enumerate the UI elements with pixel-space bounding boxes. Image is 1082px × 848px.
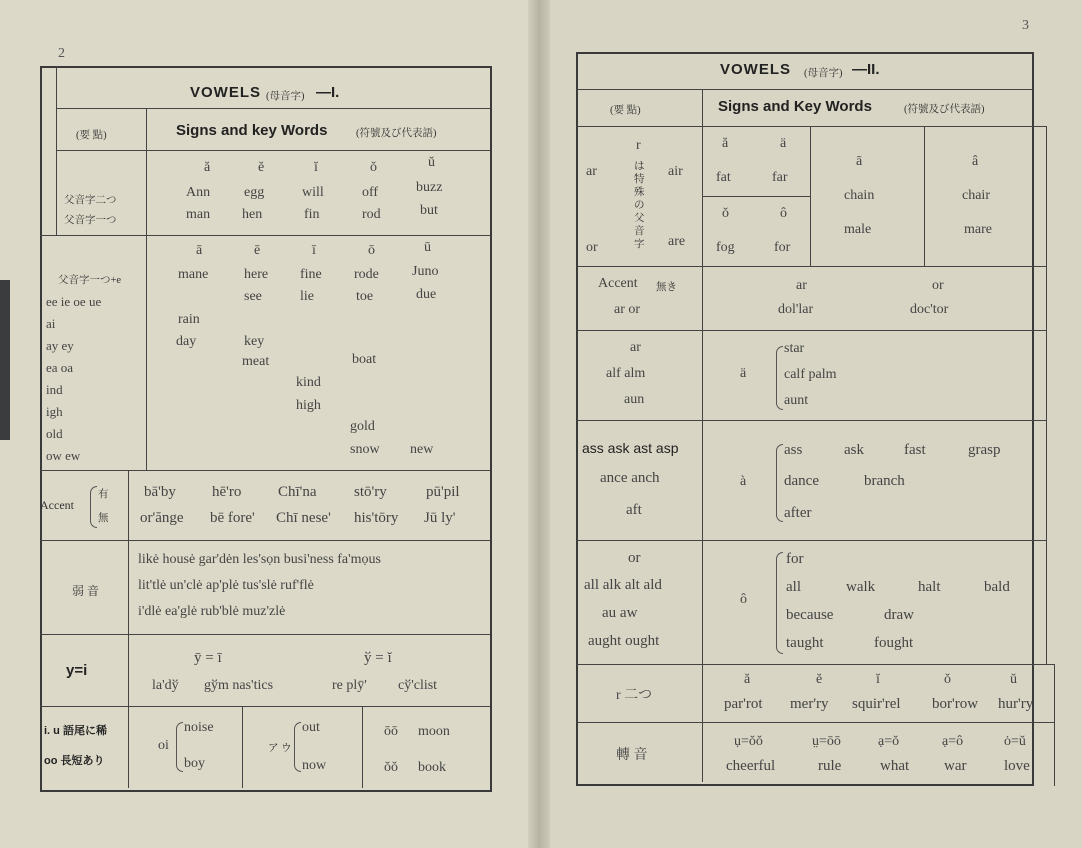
divider: [576, 330, 1046, 331]
accent-label: Accent: [40, 498, 74, 512]
divider: [576, 664, 1054, 665]
left-title-suffix: —I.: [316, 84, 340, 101]
r-word-chain: chain: [844, 188, 875, 203]
sign-short-o: ŏ: [370, 160, 377, 175]
oi-word-boy: boy: [184, 756, 205, 771]
r-accent-doctor: doc'tor: [910, 302, 949, 317]
weak-line-2: lit'tlė un'clė ap'plė tus'slė ruf'flė: [138, 578, 314, 593]
all-word: for: [786, 551, 804, 567]
conv-word: love: [1004, 758, 1030, 774]
accent-word: bē fore': [210, 510, 255, 526]
word-juno: Juno: [412, 264, 439, 279]
all-sign: ô: [740, 592, 747, 607]
r2-word: hur'ry: [998, 696, 1034, 712]
r2-sign: ă: [744, 672, 751, 687]
word-high: high: [296, 398, 321, 413]
r-word-mare: mare: [964, 222, 992, 237]
word-hen: hen: [242, 207, 263, 222]
word-rain: rain: [178, 312, 200, 327]
word-meat: meat: [242, 354, 270, 369]
divider: [576, 89, 1032, 90]
r-sign-a-circ: â: [972, 154, 979, 169]
r-word-far: far: [772, 170, 788, 185]
r2-label: r 二つ: [616, 688, 653, 703]
all-word: halt: [918, 579, 941, 595]
y-label: y=i: [66, 662, 88, 679]
word-day: day: [176, 334, 197, 349]
alf-sign: ä: [740, 366, 747, 381]
header-signs-note: (符號及び代表語): [356, 128, 437, 139]
sign-short-i: ĭ: [314, 160, 318, 175]
sign-long-a: ā: [196, 243, 203, 258]
last-label-2: oo 長短あり: [44, 755, 105, 767]
r-word-fog: fog: [716, 240, 735, 255]
y-word: la'dў: [152, 678, 179, 693]
all-word: bald: [984, 579, 1010, 595]
right-title-suffix: —II.: [852, 61, 880, 78]
alf-label-1: ar: [630, 340, 641, 355]
label-long-6: ind: [46, 382, 63, 397]
divider: [1046, 126, 1047, 664]
right-header-signs: Signs and Key Words: [718, 98, 872, 115]
accent-word: bā'by: [144, 484, 176, 500]
r-sign-o-circ: ô: [780, 206, 787, 221]
r-accent-note: 無き: [656, 282, 677, 293]
oi-word-noise: noise: [184, 720, 214, 735]
book-gutter: [528, 0, 550, 848]
r-sign-o-short: ŏ: [722, 206, 729, 221]
header-signs: Signs and key Words: [176, 122, 328, 139]
divider: [56, 150, 490, 151]
accent-word: Chī'na: [278, 484, 317, 500]
header-key-points: (要 點): [76, 130, 107, 141]
r-word-for: for: [774, 240, 791, 255]
word-due: due: [416, 287, 437, 302]
word-ann: Ann: [186, 185, 211, 200]
y-eq-2: ў = ĭ: [364, 650, 392, 666]
divider: [56, 66, 57, 236]
word-rode: rode: [354, 267, 379, 282]
r-accent-ar: ar: [796, 278, 807, 293]
word-fine: fine: [300, 267, 322, 282]
divider: [576, 722, 1054, 723]
all-word: fought: [874, 635, 914, 651]
brace: [90, 486, 97, 528]
word-lie: lie: [300, 289, 314, 304]
ass-word: grasp: [968, 442, 1001, 458]
word-man: man: [186, 207, 211, 222]
page-number-right: 3: [1022, 18, 1029, 33]
r-or: or: [586, 240, 598, 255]
label-one-consonant: 父音字一つ: [64, 215, 117, 226]
r2-sign: ŏ: [944, 672, 951, 687]
alf-word-calf-palm: calf palm: [784, 367, 837, 382]
all-word: all: [786, 579, 801, 595]
page-edge: [0, 280, 10, 440]
label-long-9: ow ew: [46, 448, 81, 463]
r-accent-sub: ar or: [614, 302, 641, 317]
word-buzz: buzz: [416, 180, 443, 195]
divider: [40, 470, 490, 471]
r2-word: par'rot: [724, 696, 763, 712]
word-egg: egg: [244, 185, 265, 200]
r-accent-label: Accent: [598, 276, 638, 291]
all-word: walk: [846, 579, 876, 595]
r-ar: ar: [586, 164, 597, 179]
accent-word: Chī nese': [276, 510, 331, 526]
alf-label-2: alf alm: [606, 366, 646, 381]
conv-sign: ụ=ŏŏ: [734, 734, 763, 749]
weak-line-1: likė housė gar'dėn les'sọn busi'ness fa'mọus: [138, 552, 381, 567]
divider: [56, 108, 490, 109]
alf-label-3: aun: [624, 392, 645, 407]
brace: [294, 722, 301, 772]
all-label-4: aught ought: [588, 633, 660, 649]
last-label-1: i. u 語尾に稀: [44, 725, 107, 737]
accent-word: pū'pil: [426, 484, 460, 500]
label-long-8: old: [46, 426, 63, 441]
conv-word: war: [944, 758, 967, 774]
divider: [702, 90, 703, 782]
label-long-4: ay ey: [46, 338, 74, 353]
divider: [1054, 664, 1055, 786]
right-title-note: (母音字): [804, 68, 843, 79]
r2-sign: ĕ: [816, 672, 823, 687]
ou-sign: ア ウ: [268, 743, 292, 754]
ass-label-1: ass ask ast asp: [582, 440, 679, 456]
word-off: off: [362, 185, 379, 200]
left-title: VOWELS: [190, 84, 262, 101]
word-here: here: [244, 267, 269, 282]
divider: [128, 470, 129, 788]
right-header-key-points: (要 點): [610, 105, 641, 116]
label-long-1: 父音字一つ+e: [58, 275, 122, 286]
y-word: cў'clist: [398, 678, 438, 693]
oo-short-sign: ŏŏ: [384, 760, 398, 775]
conv-sign: ạ=ŏ: [878, 734, 900, 749]
sign-short-e: ĕ: [258, 160, 265, 175]
r-letter: r: [636, 138, 641, 153]
all-label-2: all alk alt ald: [584, 577, 662, 593]
divider: [40, 540, 490, 541]
conv-sign: ṳ=ōō: [812, 734, 841, 749]
ass-sign: à: [740, 474, 747, 489]
divider: [702, 196, 810, 197]
brace: [776, 552, 783, 654]
word-but: but: [420, 203, 438, 218]
r-note: は特殊の父音字: [634, 161, 645, 250]
r-sign-a-short: ă: [722, 136, 729, 151]
oo-long-word: moon: [418, 724, 450, 739]
sign-long-e: ē: [254, 243, 261, 258]
brace: [776, 346, 783, 410]
r-air: air: [668, 164, 683, 179]
label-long-2: ee ie oe ue: [46, 294, 102, 309]
word-new: new: [410, 442, 434, 457]
label-long-5: ea oa: [46, 360, 74, 375]
accent-word: or'ănge: [140, 510, 184, 526]
ass-word: fast: [904, 442, 926, 458]
r-are: are: [668, 234, 686, 249]
divider: [146, 108, 147, 470]
label-long-7: igh: [46, 404, 63, 419]
word-kind: kind: [296, 375, 321, 390]
accent-word: his'tōry: [354, 510, 399, 526]
conv-word: rule: [818, 758, 842, 774]
word-see: see: [244, 289, 262, 304]
r-word-male: male: [844, 222, 872, 237]
ass-word: ass: [784, 442, 803, 458]
alf-word-star: star: [784, 341, 805, 356]
right-title: VOWELS: [720, 61, 792, 78]
ass-word: branch: [864, 473, 905, 489]
right-header-signs-note: (符號及び代表語): [904, 104, 985, 115]
word-gold: gold: [350, 419, 375, 434]
divider: [362, 706, 363, 788]
ou-word-now: now: [302, 758, 327, 773]
r-sign-a-long: ā: [856, 154, 863, 169]
conv-sign: ȯ=ŭ: [1004, 734, 1026, 749]
oo-long-sign: ōō: [384, 724, 398, 739]
word-key: key: [244, 334, 265, 349]
r2-word: bor'row: [932, 696, 979, 712]
conv-word: cheerful: [726, 758, 776, 774]
conv-label: 轉 音: [616, 748, 648, 763]
left-title-note: (母音字): [266, 91, 305, 102]
label-long-3: ai: [46, 316, 56, 331]
brace: [176, 722, 183, 772]
word-rod: rod: [362, 207, 381, 222]
word-fin: fin: [304, 207, 320, 222]
r2-word: squir'rel: [852, 696, 901, 712]
conv-word: what: [880, 758, 910, 774]
ass-word: ask: [844, 442, 864, 458]
word-toe: toe: [356, 289, 374, 304]
all-label-1: or: [628, 550, 641, 566]
word-boat: boat: [352, 352, 377, 367]
y-eq-1: ȳ = ī: [194, 650, 222, 666]
conv-sign: ạ=ô: [942, 734, 964, 749]
divider: [40, 235, 490, 236]
divider: [576, 420, 1046, 421]
all-word: draw: [884, 607, 914, 623]
divider: [924, 126, 925, 266]
sign-short-a: ă: [204, 160, 211, 175]
divider: [576, 266, 1046, 267]
y-word: re plȳ': [332, 678, 367, 693]
oo-short-word: book: [418, 760, 446, 775]
weak-line-3: i'dlė ea'glė rub'blė muz'zlė: [138, 604, 286, 619]
ass-label-2: ance anch: [600, 470, 660, 486]
r-accent-or: or: [932, 278, 944, 293]
divider: [576, 540, 1046, 541]
ou-word-out: out: [302, 720, 320, 735]
word-will: will: [302, 185, 324, 200]
all-word: because: [786, 607, 834, 623]
sign-long-u: ū: [424, 240, 431, 255]
page-number-left: 2: [58, 46, 65, 61]
r2-sign: ŭ: [1010, 672, 1017, 687]
all-label-3: au aw: [602, 605, 638, 621]
r2-word: mer'ry: [790, 696, 829, 712]
all-word: taught: [786, 635, 824, 651]
sign-long-i: ī: [312, 243, 316, 258]
divider: [40, 706, 490, 707]
divider: [40, 634, 490, 635]
ass-label-3: aft: [626, 502, 642, 518]
r2-sign: ĭ: [876, 672, 880, 687]
ass-word: dance: [784, 473, 819, 489]
label-two-consonants: 父音字二つ: [64, 195, 117, 206]
sign-long-o: ō: [368, 243, 375, 258]
accent-with: 有: [98, 489, 109, 500]
divider: [242, 706, 243, 788]
brace: [776, 444, 783, 522]
oi-sign: oi: [158, 738, 169, 753]
r-sign-a-umlaut: ä: [780, 136, 787, 151]
accent-word: stō'ry: [354, 484, 387, 500]
word-mane: mane: [178, 267, 209, 282]
alf-word-aunt: aunt: [784, 393, 809, 408]
ass-word: after: [784, 505, 812, 521]
r-accent-dollar: dol'lar: [778, 302, 814, 317]
sign-short-u: ŭ: [428, 155, 435, 170]
r-word-fat: fat: [716, 170, 731, 185]
weak-label: 弱 音: [72, 584, 100, 598]
divider: [576, 126, 1046, 127]
r-word-chair: chair: [962, 188, 990, 203]
y-word: gўm nas'tics: [204, 678, 274, 693]
word-snow: snow: [350, 442, 380, 457]
accent-without: 無: [98, 513, 109, 524]
accent-word: Jū ly': [424, 510, 456, 526]
divider: [810, 126, 811, 266]
accent-word: hē'ro: [212, 484, 242, 500]
